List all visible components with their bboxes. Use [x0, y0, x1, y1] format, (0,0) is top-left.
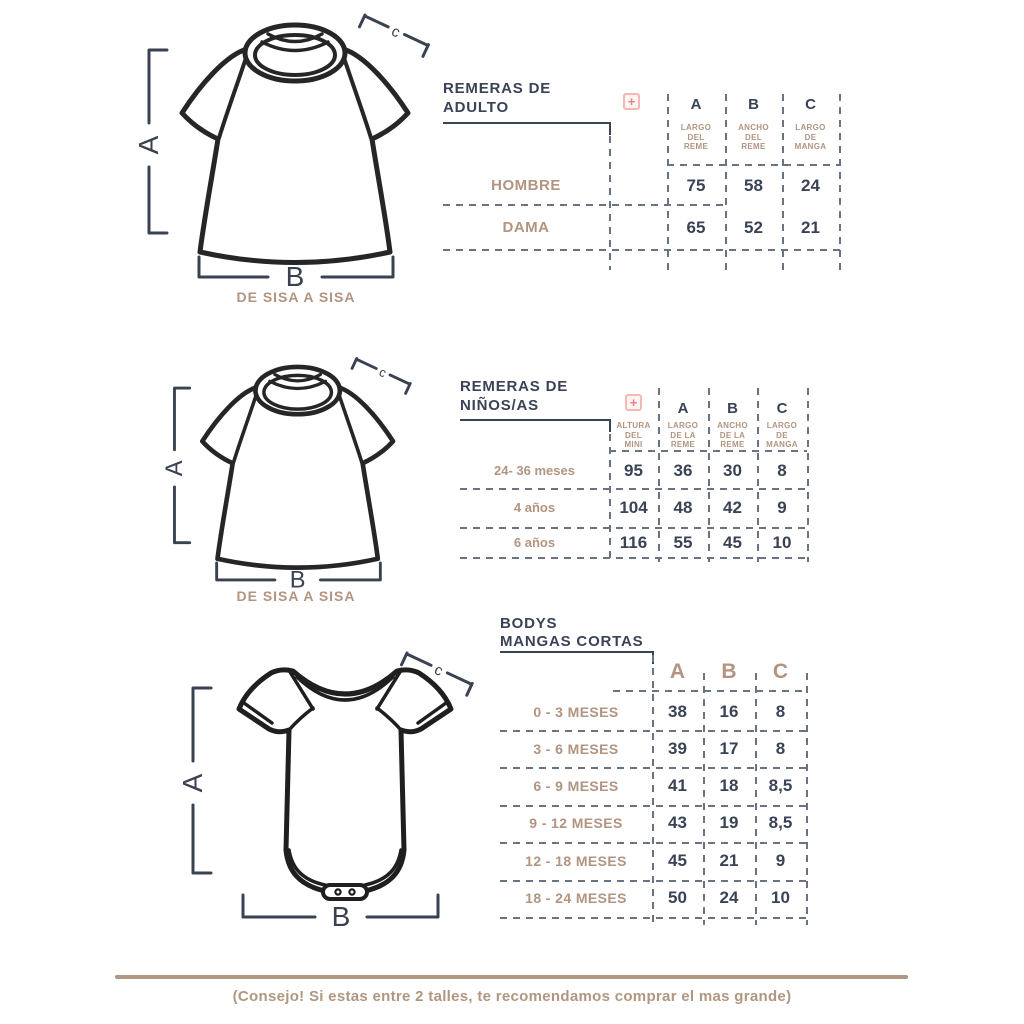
- row-label-dama: DAMA: [502, 219, 550, 236]
- row-label-6-9-meses: 6 - 9 MESES: [533, 778, 619, 794]
- bodys-col-c-letter: C: [772, 660, 789, 683]
- kids-col-c-letter: C: [776, 400, 788, 417]
- cell-24-36-a: 36: [673, 461, 693, 480]
- cell-6anos-b: 45: [723, 533, 742, 552]
- row-label-3-6-meses: 3 - 6 MESES: [533, 741, 619, 757]
- cell-dama-c: 21: [801, 218, 820, 237]
- cell-18-24-a: 50: [668, 888, 687, 907]
- cell-3-6-b: 17: [719, 739, 739, 758]
- bodys-col-a-letter: A: [669, 660, 686, 683]
- kids-size-table: [460, 378, 810, 570]
- bodys-table-title-line2: MANGAS CORTAS: [500, 633, 644, 650]
- tshirt-drawing: [150, 350, 420, 612]
- adult-col-c-letter: C: [805, 96, 816, 113]
- kids-tshirt-diagram: [150, 350, 420, 612]
- column-divider: [708, 388, 710, 562]
- footer-advice-note: (Consejo! Si estas entre 2 talles, te recomendamos comprar el mas grande): [232, 988, 792, 1005]
- adult-col-b-subtitle: ANCHO DEL REME: [738, 123, 769, 151]
- adult-table-title-line2: ADULTO: [443, 99, 509, 116]
- column-divider: [667, 94, 669, 270]
- title-underline: [460, 419, 611, 421]
- cell-9-12-a: 43: [668, 813, 687, 832]
- kids-col-a-subtitle: LARGO DE LA REME: [667, 421, 699, 449]
- header-divider: [613, 690, 806, 692]
- column-divider: [703, 673, 705, 925]
- adult-col-a-letter: A: [690, 96, 702, 113]
- title-underline-corner: [609, 122, 611, 135]
- dim-a-label: A: [177, 773, 208, 793]
- kids-col-altura-subtitle: ALTURA DEL MINI: [616, 421, 651, 449]
- plus-icon[interactable]: [625, 394, 642, 411]
- row-label-6-anos: 6 años: [513, 535, 556, 550]
- bodys-size-table: [500, 615, 810, 927]
- adult-tee-caption: DE SISA A SISA: [236, 289, 356, 305]
- bodys-col-b-letter: B: [721, 660, 737, 683]
- dim-a-label: A: [133, 135, 164, 155]
- kids-col-b-subtitle: ANCHO DE LA REME: [717, 421, 748, 449]
- adult-table-title-line1: REMERAS DE: [443, 80, 552, 97]
- adult-col-a-subtitle: LARGO DEL REME: [680, 123, 712, 151]
- column-divider: [755, 673, 757, 925]
- title-underline: [500, 651, 654, 653]
- cell-12-18-a: 45: [668, 851, 687, 870]
- row-divider: [443, 204, 725, 206]
- cell-4anos-c: 9: [777, 498, 787, 517]
- cell-4anos-b: 42: [723, 498, 742, 517]
- cell-6anos-altura: 116: [619, 533, 648, 552]
- kids-tee-caption: DE SISA A SISA: [236, 588, 356, 604]
- cell-9-12-b: 19: [719, 813, 739, 832]
- kids-col-a-letter: A: [677, 400, 689, 417]
- row-label-hombre: HOMBRE: [491, 177, 561, 194]
- bodysuit-drawing: [175, 645, 485, 930]
- cell-0-3-a: 38: [668, 702, 687, 721]
- cell-3-6-c: 8: [775, 739, 786, 758]
- column-divider: [839, 94, 841, 270]
- column-divider: [609, 136, 611, 270]
- tshirt-drawing: [120, 5, 440, 315]
- title-underline: [443, 122, 611, 124]
- column-divider: [658, 388, 660, 562]
- cell-18-24-c: 10: [771, 888, 790, 907]
- adult-col-b-letter: B: [748, 96, 759, 113]
- cell-9-12-c: 8,5: [768, 813, 793, 832]
- dim-c-label: c: [431, 661, 446, 680]
- adult-col-c-subtitle: LARGO DE MANGA: [794, 123, 827, 151]
- row-label-0-3-meses: 0 - 3 MESES: [533, 704, 619, 720]
- kids-table-title-line2: NIÑOS/AS: [460, 397, 539, 414]
- cell-3-6-a: 39: [668, 739, 687, 758]
- column-divider: [807, 388, 809, 562]
- bodysuit-outline: [239, 670, 451, 899]
- cell-0-3-b: 16: [719, 702, 739, 721]
- cell-0-3-c: 8: [775, 702, 786, 721]
- column-divider: [652, 655, 654, 925]
- cell-4anos-altura: 104: [619, 498, 648, 517]
- kids-col-b-letter: B: [727, 400, 738, 417]
- column-divider: [609, 434, 611, 562]
- plus-icon[interactable]: [623, 93, 640, 110]
- cell-24-36-altura: 95: [624, 461, 643, 480]
- adult-tshirt-diagram: [120, 5, 440, 315]
- header-divider: [667, 164, 839, 166]
- cell-6-9-c: 8,5: [768, 776, 793, 795]
- row-label-4-anos: 4 años: [513, 500, 556, 515]
- dim-c-label: c: [388, 22, 403, 42]
- kids-col-c-subtitle: LARGO DE MANGA: [766, 421, 798, 449]
- cell-4anos-a: 48: [673, 498, 693, 517]
- tshirt-outline: [182, 22, 408, 263]
- cell-6anos-c: 10: [772, 533, 792, 552]
- dim-a-label: A: [162, 460, 189, 477]
- column-divider: [782, 94, 784, 270]
- row-label-9-12-meses: 9 - 12 MESES: [529, 815, 623, 831]
- dim-b-label: B: [289, 567, 306, 594]
- column-divider: [806, 673, 808, 925]
- footer-rule: [115, 975, 908, 979]
- cell-hombre-b: 58: [744, 176, 763, 195]
- dim-b-label: B: [285, 261, 305, 292]
- cell-hombre-a: 75: [686, 176, 706, 195]
- column-divider: [725, 94, 727, 270]
- dim-b-label: B: [331, 901, 351, 930]
- kids-table-title-line1: REMERAS DE: [460, 378, 569, 395]
- row-label-24-36-meses: 24- 36 meses: [494, 463, 575, 478]
- cell-18-24-b: 24: [719, 888, 739, 907]
- bodysuit-diagram: [175, 645, 485, 930]
- plus-glyph: +: [627, 94, 636, 109]
- cell-hombre-c: 24: [801, 176, 820, 195]
- column-divider: [757, 388, 759, 562]
- dim-c-bracket: [360, 10, 431, 57]
- cell-dama-b: 52: [744, 218, 763, 237]
- dim-c-bracket: [352, 354, 412, 394]
- row-label-18-24-meses: 18 - 24 MESES: [525, 890, 627, 906]
- cell-12-18-c: 9: [775, 851, 786, 870]
- dim-c-label: c: [376, 364, 389, 381]
- plus-glyph: +: [629, 395, 638, 410]
- adult-size-table: [443, 80, 843, 275]
- cell-6-9-a: 41: [668, 776, 687, 795]
- cell-6-9-b: 18: [719, 776, 739, 795]
- cell-12-18-b: 21: [719, 851, 739, 870]
- cell-24-36-b: 30: [723, 461, 742, 480]
- cell-24-36-c: 8: [777, 461, 787, 480]
- cell-dama-a: 65: [686, 218, 706, 237]
- row-label-12-18-meses: 12 - 18 MESES: [525, 853, 627, 869]
- cell-6anos-a: 55: [673, 533, 693, 552]
- bodys-table-title-line1: BODYS: [500, 615, 558, 632]
- tshirt-outline: [202, 364, 393, 568]
